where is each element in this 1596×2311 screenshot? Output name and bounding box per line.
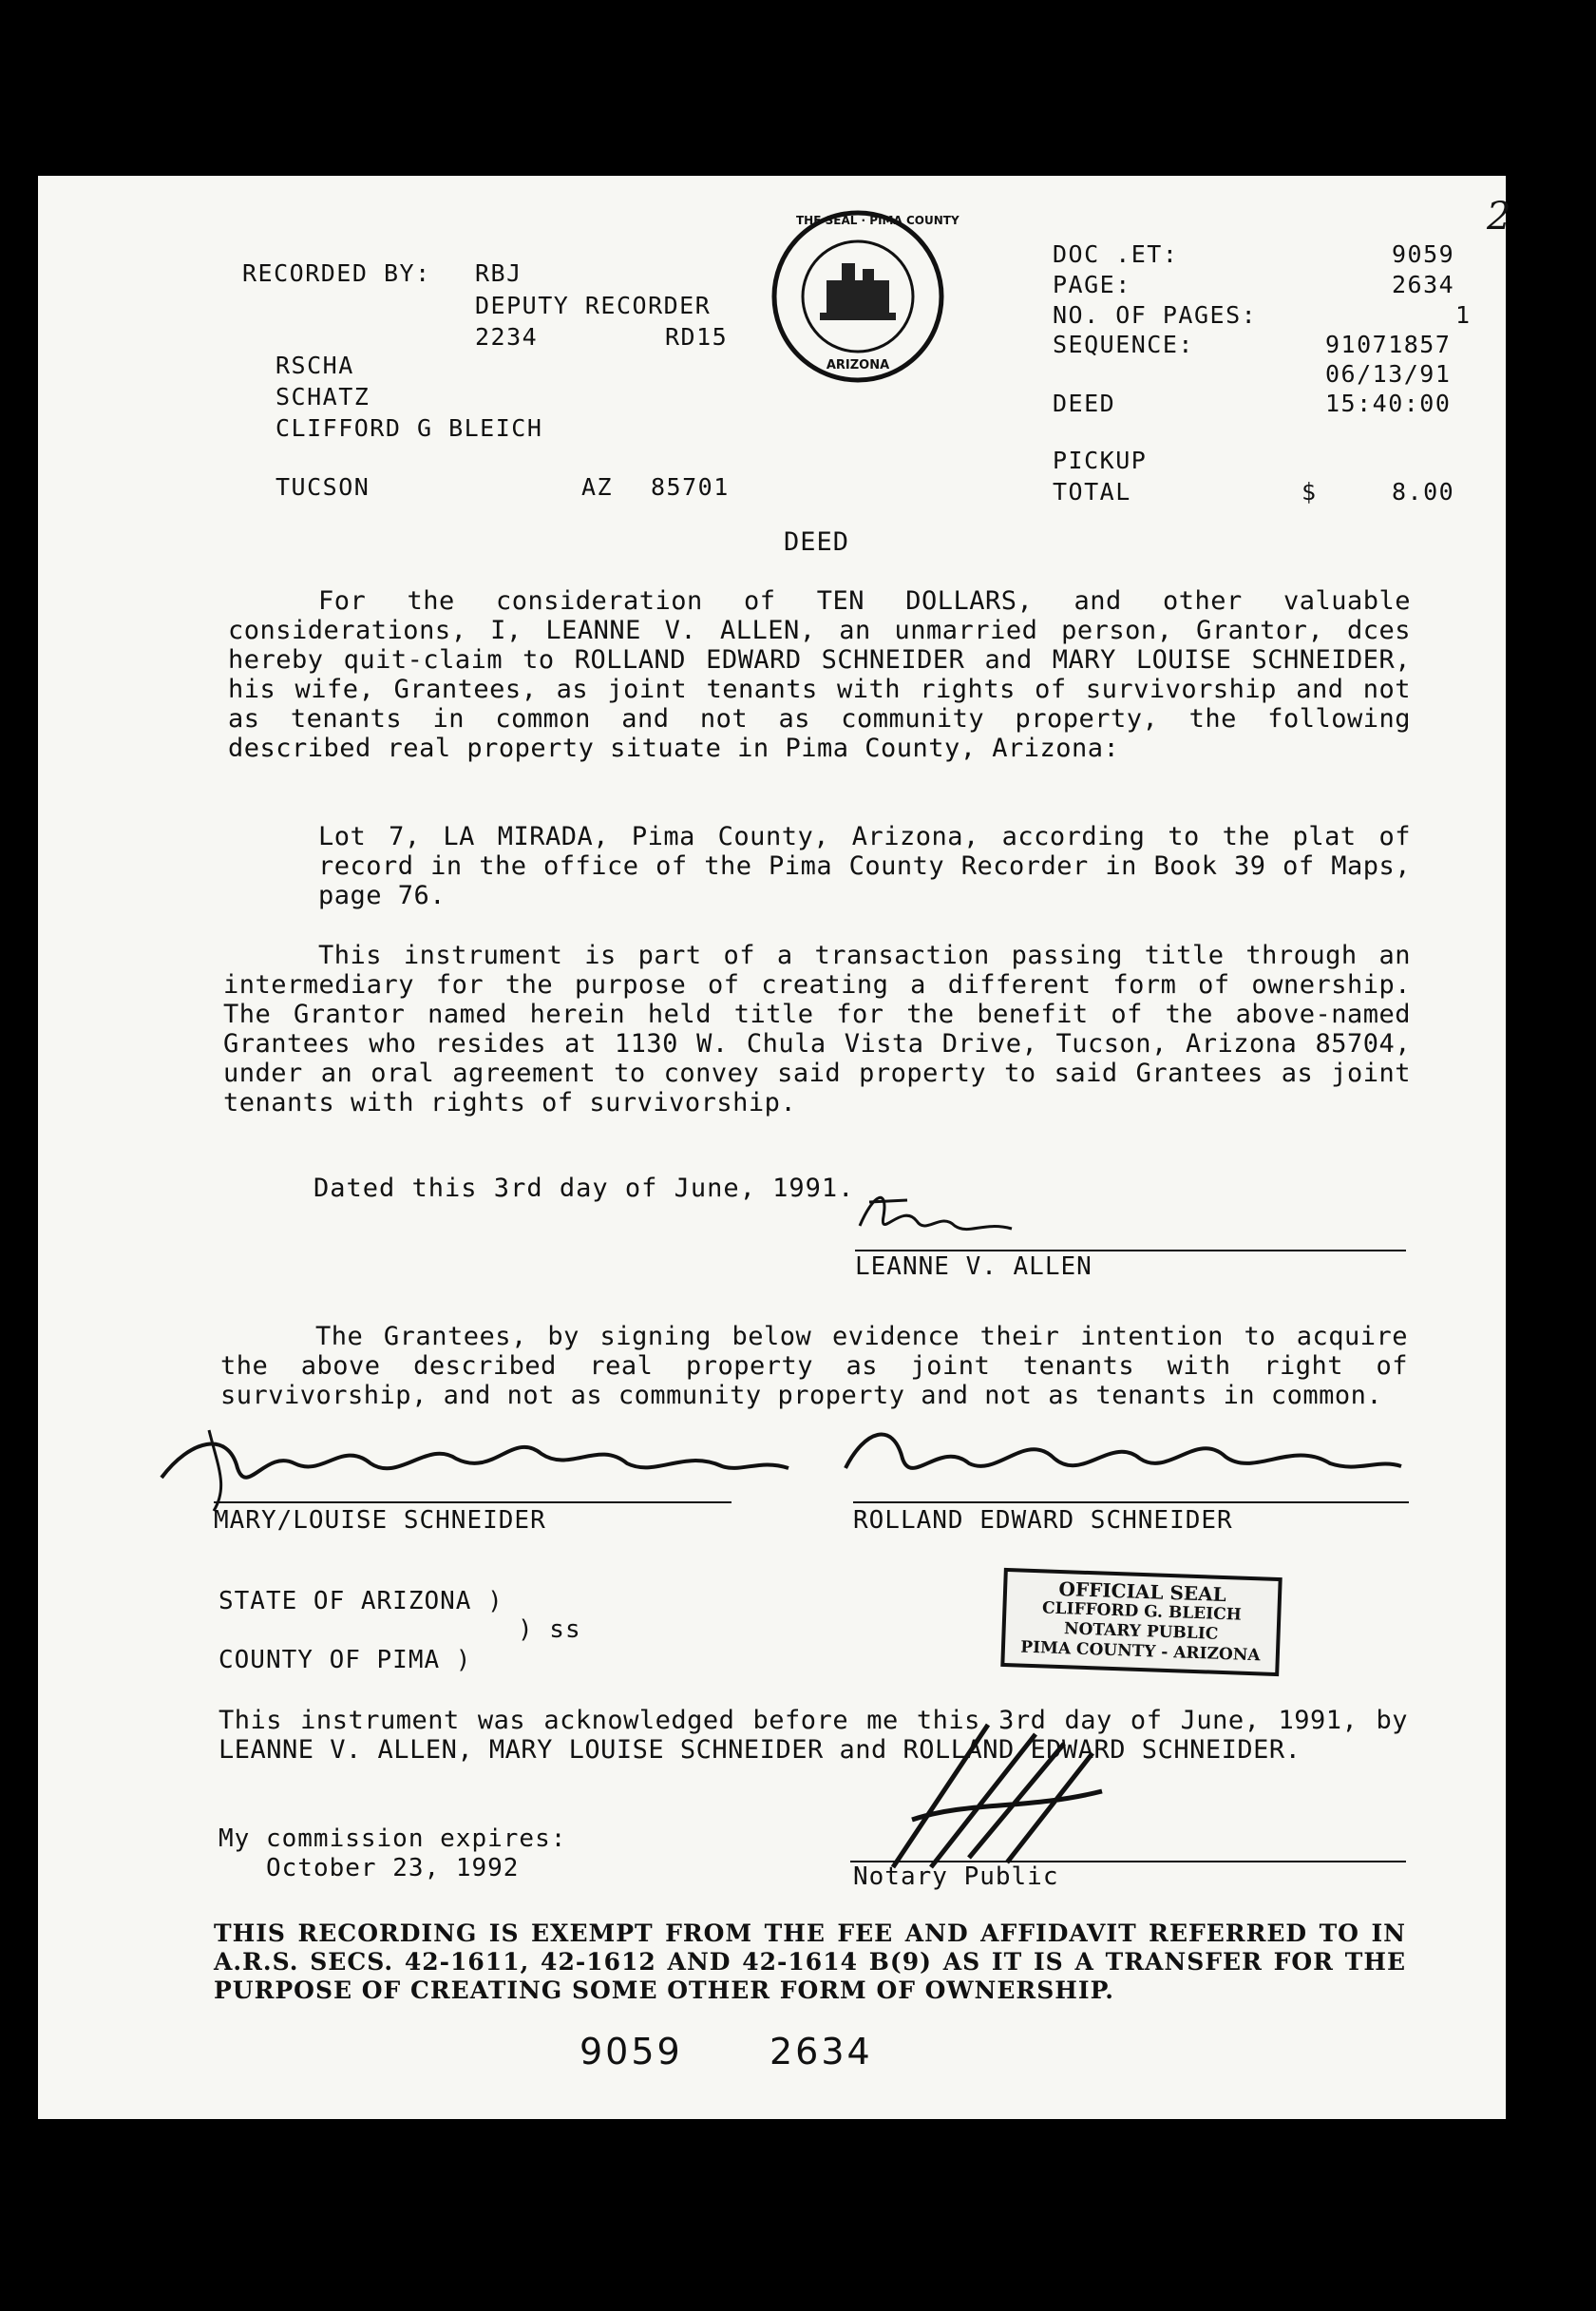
seal-text-top: THE SEAL · PIMA COUNTY	[796, 214, 960, 227]
return-address-line-2: SCHATZ	[276, 383, 370, 411]
total-label: TOTAL	[1053, 478, 1131, 506]
county-seal	[768, 206, 960, 387]
record-time: 15:40:00	[1325, 390, 1452, 417]
grantee-2-name: ROLLAND EDWARD SCHNEIDER	[853, 1506, 1233, 1535]
consideration-paragraph: For the consideration of TEN DOLLARS, and other valuable considerations, I, LEANNE V. ALLEN, an unmarried person, Grantor, dces hereby quit-claim to ROLLAND EDWARD SCHNEIDER and MARY LOUISE SCHNEIDER, his wife, Grantees, as joint tenants with rights of survivorship and not as tenants in common and not as community property, the following described real property situate in Pima County, Arizona:	[228, 586, 1411, 763]
sequence-value: 91071857	[1325, 331, 1452, 358]
grantor-signature	[850, 1183, 1021, 1250]
record-date: 06/13/91	[1325, 360, 1452, 388]
stamp-line-2: CLIFFORD G. BLEICH	[1041, 1598, 1243, 1625]
return-zip: 85701	[651, 473, 730, 501]
venue-ss: ) ss	[518, 1615, 581, 1644]
docket-label: DOC .ET:	[1053, 240, 1179, 268]
commission-date: October 23, 1992	[266, 1854, 520, 1882]
deputy-recorder: DEPUTY RECORDER	[475, 292, 712, 319]
document-title: DEED	[784, 527, 850, 557]
grantee-1-name: MARY/LOUISE SCHNEIDER	[214, 1506, 546, 1535]
pages-label: NO. OF PAGES:	[1053, 301, 1258, 329]
grantee-2-signature	[836, 1411, 1406, 1497]
legal-description: Lot 7, LA MIRADA, Pima County, Arizona, according to the plat of record in the office of the Pima County Recorder in Book 39 of Maps, page 76.	[318, 822, 1411, 910]
return-city: TUCSON	[276, 473, 370, 501]
corner-mark: 2	[1487, 195, 1511, 239]
seal-text-bottom: ARIZONA	[826, 358, 890, 372]
recorded-by: RBJ	[475, 259, 522, 287]
sequence-label: SEQUENCE:	[1053, 331, 1194, 358]
pages-value: 1	[1455, 301, 1472, 329]
commission-label: My commission expires:	[218, 1824, 567, 1853]
pickup-label: PICKUP	[1053, 447, 1148, 474]
venue-state: STATE OF ARIZONA )	[218, 1587, 504, 1615]
notary-signature	[874, 1706, 1159, 1877]
grantor-signature-line	[855, 1250, 1406, 1251]
recorder-code-1: 2234	[475, 323, 539, 351]
recorded-by-label: RECORDED BY:	[242, 259, 431, 287]
total-currency: $	[1302, 478, 1318, 506]
return-state: AZ	[581, 473, 614, 501]
return-address-line-1: RSCHA	[276, 352, 354, 379]
venue-county: COUNTY OF PIMA )	[218, 1646, 472, 1674]
docket-value: 9059	[1392, 240, 1455, 268]
return-address-line-3: CLIFFORD G BLEICH	[276, 414, 543, 442]
grantor-name: LEANNE V. ALLEN	[855, 1252, 1092, 1281]
stamp-line-1: OFFICIAL SEAL	[1058, 1576, 1227, 1607]
grantee-1-signature	[152, 1411, 798, 1516]
stamp-line-3: NOTARY PUBLIC	[1063, 1619, 1219, 1644]
record-type: DEED	[1053, 390, 1116, 417]
footer-page: 2634	[770, 2031, 873, 2072]
intermediary-paragraph: This instrument is part of a transaction passing title through an intermediary for the purpose of creating a different form of ownership. The Grantor named herein held title for the benefit of the above-named Grantees who resides at 1130 W. Chula Vista Drive, Tucson, Arizona 85704, under an oral agreement to convey said property to said Grantees as joint tenants with rights of survivorship.	[223, 941, 1411, 1117]
page-value: 2634	[1392, 271, 1455, 298]
dated-line: Dated this 3rd day of June, 1991.	[314, 1174, 855, 1203]
grantee-1-signature-line	[214, 1501, 732, 1503]
exemption-statement: THIS RECORDING IS EXEMPT FROM THE FEE AND AFFIDAVIT REFERRED TO IN A.R.S. SECS. 42-1611, 42-1612 AND 42-1614 B(9) AS IT IS A TRANSFER FOR THE PURPOSE OF CREATING SOME OTHER FORM OF OWNERSHIP.	[214, 1919, 1406, 2004]
grantee-2-signature-line	[853, 1501, 1409, 1503]
notary-public-label: Notary Public	[853, 1862, 1059, 1891]
document-page	[38, 176, 1511, 2119]
footer-docket: 9059	[580, 2031, 683, 2072]
acknowledgment-paragraph: This instrument was acknowledged before me this 3rd day of June, 1991, by LEANNE V. ALLEN, MARY LOUISE SCHNEIDER and ROLLAND EDWARD SCHNEIDER.	[218, 1706, 1408, 1765]
total-value: 8.00	[1392, 478, 1455, 506]
recorder-code-2: RD15	[665, 323, 729, 351]
grantees-intention-paragraph: The Grantees, by signing below evidence their intention to acquire the above described real property as joint tenants with right of survivorship, and not as community property and not as tenants in common.	[220, 1322, 1408, 1410]
stamp-line-4: PIMA COUNTY - ARIZONA	[1020, 1637, 1261, 1666]
page-label: PAGE:	[1053, 271, 1131, 298]
notary-official-seal	[1000, 1568, 1282, 1676]
